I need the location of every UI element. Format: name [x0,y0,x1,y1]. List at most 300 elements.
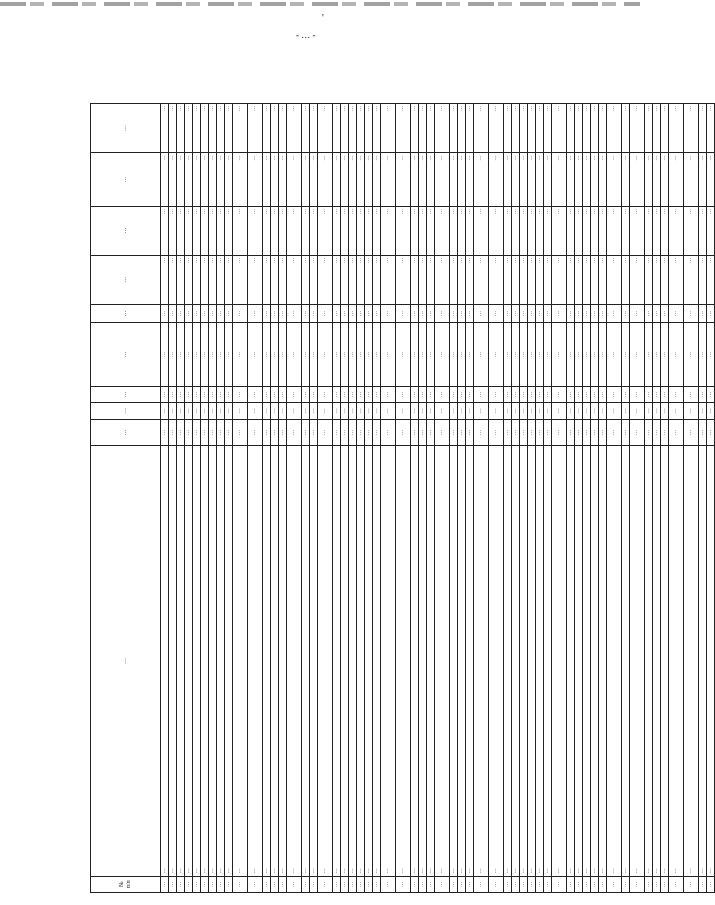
row-percent: … [201,104,209,153]
row-expense-type: … [607,304,622,322]
row-name: … [599,446,607,876]
table-row [435,104,450,893]
row-percent: … [599,104,607,153]
row-revised-plan: … [357,206,365,255]
row-approved-budget: … [607,255,622,304]
row-number: … [201,876,209,892]
row-section: … [474,403,489,419]
row-approved-budget: … [536,255,544,304]
row-percent: … [474,104,489,153]
row-target-item: … [575,323,583,387]
row-number: … [217,876,225,892]
row-admin-code: … [419,419,427,446]
row-number: … [209,876,217,892]
row-percent: … [458,104,466,153]
row-subsection: … [435,386,450,402]
row-number: … [373,876,381,892]
row-name: … [318,446,333,876]
row-section: … [645,403,653,419]
row-section: … [225,403,233,419]
row-expense-type: … [458,304,466,322]
row-section: … [209,403,217,419]
row-name: … [512,446,520,876]
row-expense-type: … [233,304,248,322]
row-target-item: … [645,323,653,387]
table-row [458,104,466,893]
row-subsection: … [450,386,458,402]
row-subsection: … [225,386,233,402]
header-percent: … [91,104,161,153]
row-subsection: … [607,386,622,402]
row-number: … [684,876,699,892]
row-expense-type: … [185,304,193,322]
row-name: … [161,446,169,876]
row-revised-plan: … [310,206,318,255]
table-row [419,104,427,893]
row-actual: … [209,153,217,206]
row-actual: … [201,153,209,206]
header-approved-budget: … [91,255,161,304]
row-approved-budget: … [653,255,661,304]
row-revised-plan: … [622,206,630,255]
row-section: … [450,403,458,419]
row-percent: … [233,104,248,153]
table-row [161,104,169,893]
row-subsection: … [279,386,287,402]
row-revised-plan: … [552,206,567,255]
row-revised-plan: … [699,206,707,255]
row-approved-budget: … [599,255,607,304]
table-row [707,104,715,893]
row-expense-type: … [630,304,645,322]
table-row [302,104,310,893]
row-name: … [233,446,248,876]
row-revised-plan: … [435,206,450,255]
table-row [185,104,193,893]
row-revised-plan: … [209,206,217,255]
row-approved-budget: … [233,255,248,304]
row-percent: … [161,104,169,153]
row-approved-budget: … [699,255,707,304]
row-percent: … [684,104,699,153]
row-section: … [607,403,622,419]
row-expense-type: … [622,304,630,322]
row-actual: … [544,153,552,206]
row-percent: … [435,104,450,153]
row-percent: … [544,104,552,153]
row-revised-plan: … [287,206,302,255]
row-target-item: … [381,323,396,387]
row-number: … [427,876,435,892]
row-number: … [567,876,575,892]
row-percent: … [419,104,427,153]
row-admin-code: … [504,419,512,446]
row-target-item: … [333,323,341,387]
row-actual: … [381,153,396,206]
header-section: … [91,403,161,419]
row-expense-type: … [365,304,373,322]
row-actual: … [333,153,341,206]
row-name: … [699,446,707,876]
row-approved-budget: … [552,255,567,304]
row-target-item: … [707,323,715,387]
row-subsection: … [161,386,169,402]
row-revised-plan: … [333,206,341,255]
row-section: … [536,403,544,419]
row-subsection: … [512,386,520,402]
row-target-item: … [373,323,381,387]
row-admin-code: … [450,419,458,446]
row-admin-code: … [396,419,411,446]
row-percent: … [193,104,201,153]
row-name: … [201,446,209,876]
row-actual: … [520,153,528,206]
row-admin-code: … [607,419,622,446]
table-row [474,104,489,893]
row-number: … [169,876,177,892]
row-admin-code: … [707,419,715,446]
row-target-item: … [599,323,607,387]
row-percent: … [209,104,217,153]
row-target-item: … [458,323,466,387]
row-actual: … [669,153,684,206]
row-expense-type: … [450,304,458,322]
table-row [512,104,520,893]
row-section: … [419,403,427,419]
row-percent: … [217,104,225,153]
row-admin-code: … [435,419,450,446]
row-approved-budget: … [333,255,341,304]
row-admin-code: … [591,419,599,446]
row-percent: … [349,104,357,153]
table-row [699,104,707,893]
row-approved-budget: … [381,255,396,304]
table-header-row [91,104,161,893]
row-percent: … [302,104,310,153]
row-target-item: … [520,323,528,387]
row-target-item: … [318,323,333,387]
row-target-item: … [630,323,645,387]
table-row [225,104,233,893]
row-percent: … [365,104,373,153]
row-section: … [263,403,271,419]
row-actual: … [318,153,333,206]
table-row [528,104,536,893]
row-expense-type: … [504,304,512,322]
row-subsection: … [209,386,217,402]
row-actual: … [161,153,169,206]
row-admin-code: … [699,419,707,446]
row-section: … [318,403,333,419]
row-approved-budget: … [349,255,357,304]
row-section: … [279,403,287,419]
row-subsection: … [707,386,715,402]
row-number: … [396,876,411,892]
row-approved-budget: … [427,255,435,304]
row-name: … [411,446,419,876]
row-approved-budget: … [622,255,630,304]
row-revised-plan: … [271,206,279,255]
row-section: … [699,403,707,419]
row-subsection: … [520,386,528,402]
row-percent: … [528,104,536,153]
row-actual: … [427,153,435,206]
row-subsection: … [177,386,185,402]
row-name: … [536,446,544,876]
row-section: … [669,403,684,419]
row-subsection: … [357,386,365,402]
row-actual: … [279,153,287,206]
row-subsection: … [396,386,411,402]
page-number: - … - [296,30,316,40]
row-revised-plan: … [707,206,715,255]
row-actual: … [474,153,489,206]
row-name: … [669,446,684,876]
row-revised-plan: … [248,206,263,255]
row-approved-budget: … [591,255,599,304]
row-number: … [699,876,707,892]
row-target-item: … [201,323,209,387]
row-admin-code: … [349,419,357,446]
row-number: … [661,876,669,892]
table-row [669,104,684,893]
row-percent: … [310,104,318,153]
row-approved-budget: … [583,255,591,304]
row-name: … [419,446,427,876]
row-admin-code: … [669,419,684,446]
row-number: … [653,876,661,892]
row-expense-type: … [373,304,381,322]
row-section: … [169,403,177,419]
table-row [357,104,365,893]
row-admin-code: … [653,419,661,446]
table-row [552,104,567,893]
row-revised-plan: … [225,206,233,255]
row-section: … [630,403,645,419]
row-revised-plan: … [169,206,177,255]
row-number: … [504,876,512,892]
row-subsection: … [349,386,357,402]
row-actual: … [310,153,318,206]
row-subsection: … [661,386,669,402]
row-name: … [193,446,201,876]
row-name: … [225,446,233,876]
row-subsection: … [489,386,504,402]
row-admin-code: … [287,419,302,446]
row-admin-code: … [599,419,607,446]
row-target-item: … [583,323,591,387]
table-row [520,104,528,893]
row-expense-type: … [161,304,169,322]
table-row [287,104,302,893]
row-section: … [373,403,381,419]
row-actual: … [177,153,185,206]
row-name: … [381,446,396,876]
table-row [607,104,622,893]
row-expense-type: … [333,304,341,322]
row-expense-type: … [302,304,310,322]
row-section: … [271,403,279,419]
row-admin-code: … [263,419,271,446]
row-subsection: … [310,386,318,402]
row-expense-type: … [544,304,552,322]
row-expense-type: … [271,304,279,322]
row-revised-plan: … [474,206,489,255]
row-number: … [435,876,450,892]
row-revised-plan: … [466,206,474,255]
row-actual: … [302,153,310,206]
row-admin-code: … [466,419,474,446]
row-number: … [271,876,279,892]
row-revised-plan: … [161,206,169,255]
row-subsection: … [341,386,349,402]
row-expense-type: … [287,304,302,322]
row-subsection: … [287,386,302,402]
row-expense-type: … [209,304,217,322]
row-revised-plan: … [419,206,427,255]
row-name: … [458,446,466,876]
row-section: … [520,403,528,419]
row-expense-type: … [427,304,435,322]
row-section: … [302,403,310,419]
row-actual: … [504,153,512,206]
row-revised-plan: … [630,206,645,255]
header-subsection: … [91,386,161,402]
row-admin-code: … [185,419,193,446]
row-approved-budget: … [341,255,349,304]
row-approved-budget: … [669,255,684,304]
row-approved-budget: … [489,255,504,304]
row-number: … [622,876,630,892]
row-target-item: … [263,323,271,387]
row-name: … [169,446,177,876]
row-name: … [349,446,357,876]
row-approved-budget: … [466,255,474,304]
row-admin-code: … [177,419,185,446]
row-admin-code: … [233,419,248,446]
table-row [193,104,201,893]
row-target-item: … [161,323,169,387]
row-admin-code: … [373,419,381,446]
row-number: … [310,876,318,892]
table-row [411,104,419,893]
row-number: … [528,876,536,892]
row-target-item: … [466,323,474,387]
row-actual: … [225,153,233,206]
row-percent: … [248,104,263,153]
row-revised-plan: … [575,206,583,255]
row-subsection: … [669,386,684,402]
row-admin-code: … [458,419,466,446]
row-expense-type: … [536,304,544,322]
table-row [279,104,287,893]
row-expense-type: … [263,304,271,322]
row-percent: … [411,104,419,153]
row-name: … [583,446,591,876]
row-actual: … [357,153,365,206]
row-expense-type: … [669,304,684,322]
row-number: … [349,876,357,892]
row-target-item: … [169,323,177,387]
row-approved-budget: … [450,255,458,304]
row-target-item: … [567,323,575,387]
table-row [396,104,411,893]
row-number: … [177,876,185,892]
row-admin-code: … [528,419,536,446]
row-target-item: … [622,323,630,387]
row-subsection: … [630,386,645,402]
row-section: … [489,403,504,419]
row-actual: … [630,153,645,206]
row-number: … [411,876,419,892]
row-expense-type: … [318,304,333,322]
row-name: … [520,446,528,876]
row-section: … [599,403,607,419]
row-subsection: … [419,386,427,402]
row-section: … [552,403,567,419]
row-number: … [607,876,622,892]
table-row [653,104,661,893]
table-row [544,104,552,893]
row-revised-plan: … [233,206,248,255]
row-revised-plan: … [599,206,607,255]
row-subsection: … [185,386,193,402]
row-approved-budget: … [263,255,271,304]
row-percent: … [333,104,341,153]
row-number: … [489,876,504,892]
row-name: … [504,446,512,876]
row-number: … [575,876,583,892]
row-approved-budget: … [544,255,552,304]
row-approved-budget: … [411,255,419,304]
row-percent: … [381,104,396,153]
row-section: … [161,403,169,419]
table-row [341,104,349,893]
row-actual: … [349,153,357,206]
row-name: … [645,446,653,876]
row-approved-budget: … [169,255,177,304]
row-approved-budget: … [661,255,669,304]
row-revised-plan: … [193,206,201,255]
row-percent: … [661,104,669,153]
row-admin-code: … [357,419,365,446]
row-actual: … [248,153,263,206]
row-admin-code: … [427,419,435,446]
row-revised-plan: … [544,206,552,255]
row-number: … [512,876,520,892]
row-target-item: … [552,323,567,387]
row-approved-budget: … [512,255,520,304]
row-percent: … [630,104,645,153]
row-target-item: … [427,323,435,387]
row-actual: … [271,153,279,206]
row-percent: … [177,104,185,153]
row-actual: … [185,153,193,206]
row-number: … [341,876,349,892]
row-expense-type: … [661,304,669,322]
row-number: … [287,876,302,892]
row-actual: … [435,153,450,206]
row-number: … [357,876,365,892]
row-number: … [161,876,169,892]
row-expense-type: … [591,304,599,322]
row-expense-type: … [567,304,575,322]
row-target-item: … [396,323,411,387]
row-expense-type: … [193,304,201,322]
row-percent: … [653,104,661,153]
row-section: … [310,403,318,419]
row-percent: … [373,104,381,153]
